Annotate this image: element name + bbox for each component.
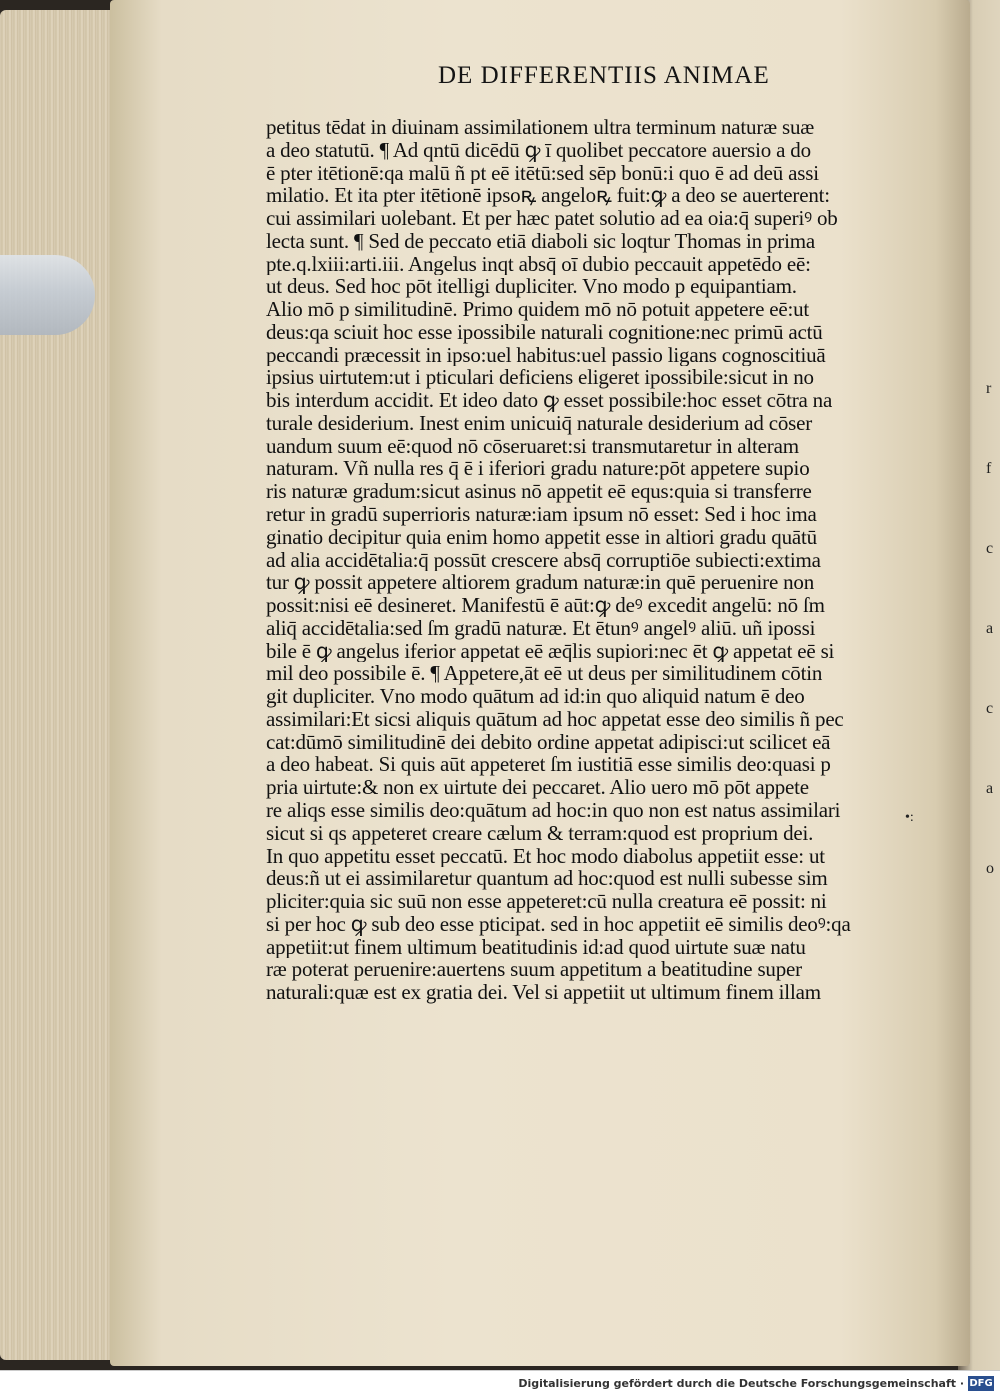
text-line: naturam. Vñ nulla res q̄ ē i iferiori gradu nature:pōt appetere supio <box>266 457 810 481</box>
text-line: tur ꝙ possit appetere altiorem gradum naturæ:in quē peruenire non <box>266 571 815 595</box>
text-line: deus:qa sciuit hoc esse ipossibile naturali cognitione:nec primū actū <box>266 320 823 344</box>
facing-letter: o <box>986 860 994 877</box>
running-title: DE DIFFERENTIIS ANIMAE <box>438 62 770 89</box>
text-line: aliq̄ accidētalia:sed ſm gradū naturæ. Et ētunꝰ angelꝰ aliū. uñ ipossi <box>266 616 816 640</box>
text-line: git dupliciter. Vno modo quātum ad id:in quo aliquid natum ē deo <box>266 685 805 708</box>
text-line: peccandi præcessit in ipso:uel habitus:uel passio ligans cognoscitiuā <box>266 343 826 367</box>
facing-letter: c <box>986 540 994 557</box>
text-line: pria uirtute:& non ex uirtute dei peccaret. Alio uero mō pōt appete <box>266 776 809 799</box>
facing-letter: c <box>986 700 994 717</box>
text-line: a deo statutū. ¶ Ad qntū dicēdū ꝙ ī quolibet peccatore auersio a do <box>266 138 811 162</box>
text-line: ræ poterat peruenire:auertens suum appetitum a beatitudine super <box>266 958 802 982</box>
text-line: petitus tēdat in diuinam assimilationem ultra terminum naturæ suæ <box>266 116 815 139</box>
text-line: mil deo possibile ē. ¶ Appetere,āt eē ut deus per similitudinem cōtin <box>266 662 823 686</box>
text-line: Alio mō p similitudinē. Primo quidem mō nō potuit appetere eē:ut <box>266 298 810 321</box>
text-line: ad alia accidētalia:q̄ possūt crescere absq̄ corruptiōe subiecti:extima <box>266 548 821 572</box>
text-line: retur in gradū superrioris naturæ:iam ipsum nō esset: Sed i hoc ima <box>266 503 817 526</box>
signature-mark: •: <box>905 810 914 825</box>
text-line: appetiit:ut finem ultimum beatitudinis id:ad quod uirtute suæ natu <box>266 935 806 959</box>
text-line: si per hoc ꝙ sub deo esse pticipat. sed in hoc appetiit eē similis deoꝰ:qa <box>266 912 851 936</box>
facing-letter: f <box>986 460 992 477</box>
text-line <box>266 1004 902 1027</box>
text-line: cui assimilari uolebant. Et per hæc patet solutio ad ea oia:q̄ superiꝰ ob <box>266 207 838 230</box>
text-line: turale desiderium. Inest enim unicuiq̄ naturale desiderium ad cōser <box>266 411 813 435</box>
facing-letter: a <box>986 620 994 637</box>
text-line: possit:nisi eē desineret. Manifestū ē aūt:ꝙ deꝰ excedit angelū: nō ſm <box>266 594 825 617</box>
text-line: ut deus. Sed hoc pōt itelligi dupliciter. Vno modo p equipantiam. <box>266 275 797 299</box>
text-line: bile ē ꝙ angelus iferior appetat eē æq̄lis supiori:nec ēt ꝙ appetat eē si <box>266 639 835 663</box>
page-edges <box>0 10 120 1360</box>
text-block <box>266 116 902 1027</box>
dfg-logo: DFG <box>969 1378 993 1389</box>
text-line: a deo habeat. Si quis aūt appeteret ſm iustitiā esse similis deo:quasi p <box>266 753 831 777</box>
text-line: In quo appetitu esset peccatū. Et hoc modo diabolus appetiit esse: ut <box>266 844 825 868</box>
text-line: sicut si qs appeteret creare cælum & terram:quod est proprium dei. <box>266 821 814 845</box>
text-line: re aliqs esse similis deo:quātum ad hoc:in quo non est natus assimilari <box>266 798 841 822</box>
text-line: ipsius uirtutem:ut i pticulari deficiens eligeret ipossibile:sicut in no <box>266 366 814 390</box>
footer-bar <box>0 1370 1000 1397</box>
text-line: ē pter itētionē:qa malū ñ pt eē itētū:sed sēp bonū:i quo ē ad deū assi <box>266 161 819 185</box>
text-line: lecta sunt. ¶ Sed de peccato etiā diaboli sic loqtur Thomas in prima <box>266 229 815 253</box>
funding-credit: Digitalisierung gefördert durch die Deutsche Forschungsgemeinschaft · <box>518 1377 964 1390</box>
text-line: pte.q.lxiii:arti.iii. Angelus inqt absq̄ oī dubio peccauit appetēdo eē: <box>266 252 811 276</box>
text-line: bis interdum accidit. Et ideo dato ꝙ esset possibile:hoc esset cōtra na <box>266 389 833 412</box>
text-line: pliciter:quia sic suū non esse appeteret:cū nulla creatura eē possit: ni <box>266 890 827 913</box>
facing-letter: a <box>986 780 994 797</box>
text-line: assimilari:Et sicsi aliquis quātum ad hoc appetat esse deo similis ñ pec <box>266 707 844 731</box>
page-holder-clip <box>0 255 95 335</box>
text-line: uandum suum eē:quod nō cōseruaret:si transmutaretur in alteram <box>266 434 799 458</box>
text-line: ginatio decipitur quia enim homo appetit esse in altiori gradu quātū <box>266 525 817 549</box>
text-line: milatio. Et ita pter itētionē ipsoꝶ angeloꝶ fuit:ꝙ a deo se auerterent: <box>266 184 830 208</box>
facing-letter: r <box>986 380 992 397</box>
text-line: cat:dūmō similitudinē dei debito ordine appetat adipisci:ut scilicet eā <box>266 730 831 754</box>
text-line: ris naturæ gradum:sicut asinus nō appetit eē equs:quia si transferre <box>266 480 812 504</box>
text-line: naturali:quæ est ex gratia dei. Vel si appetiit ut ultimum finem illam <box>266 981 821 1004</box>
text-line: deus:ñ ut ei assimilaretur quantum ad hoc:quod est nulli subesse sim <box>266 867 828 891</box>
